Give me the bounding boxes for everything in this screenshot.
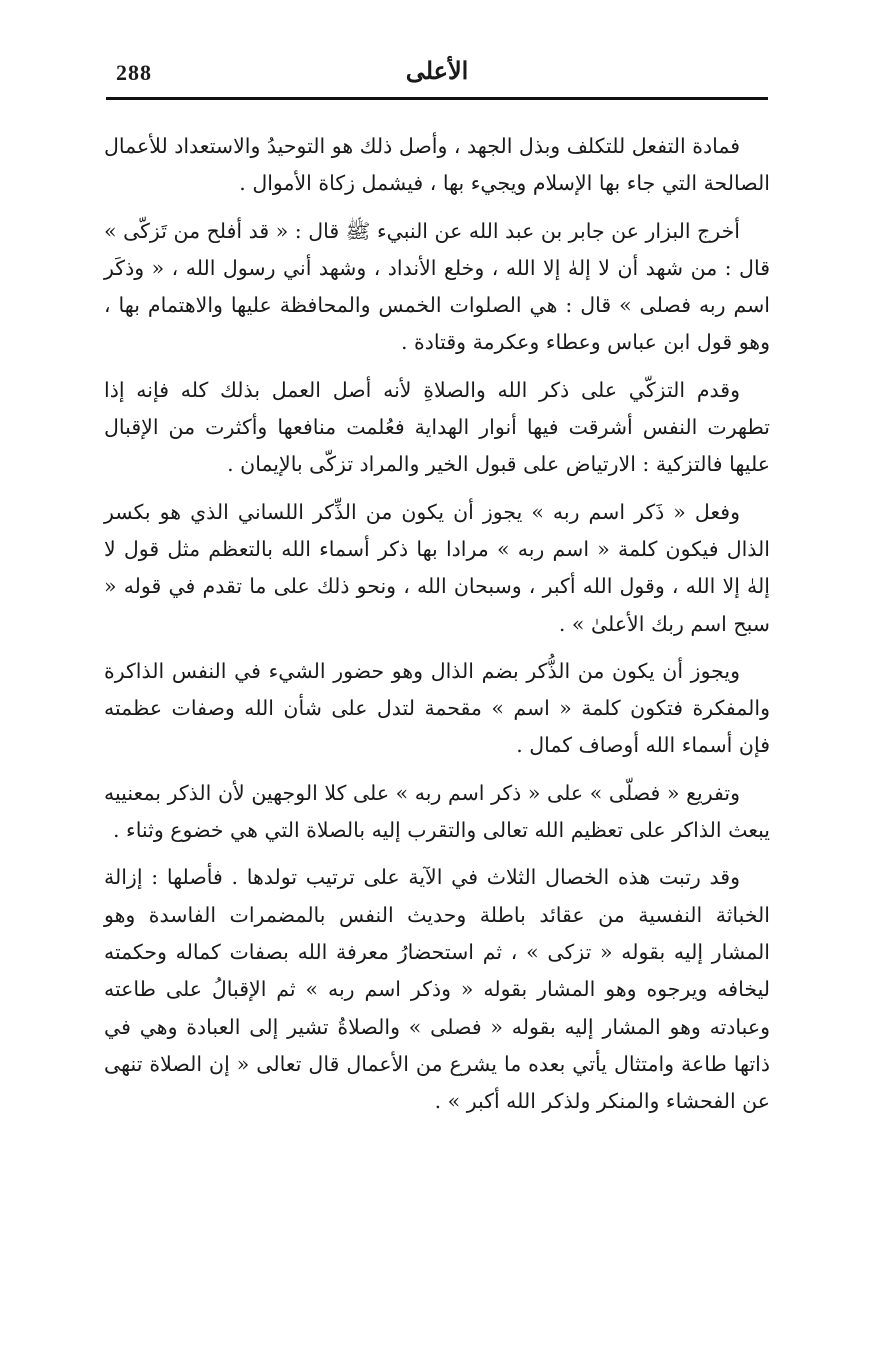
paragraph-2: أخرج البزار عن جابر بن عبد الله عن النبيء ﷺ قال : « قد أفلح من تَزكّى » قال : من شهد أن لا إلهٰ إلا الله ، وخلع الأنداد ، وشهد أني رسول الله ، « وذكَر اسم ربه فصلى » قال : هي الصلوات الخمس والمحافظة عليها والاهتمام بها ، وهو قول ابن عباس وعطاء وعكرمة وقتادة .	[104, 218, 770, 355]
paragraph-5: ويجوز أن يكون من الذُّكر بضم الذال وهو حضور الشيء في النفس الذاكرة والمفكرة فتكون كلمة « اسم » مقحمة لتدل على شأن الله وصفات عظمته فإن أسماء الله أوصاف كمال .	[104, 658, 770, 758]
page-header	[106, 52, 768, 96]
paragraph-7: وقد رتبت هذه الخصال الثلاث في الآية على ترتيب تولدها . فأصلها : إزالة الخباثة النفسية من عقائد باطلة وحديث النفس بالمضمرات الفاسدة وهو المشار إليه بقوله « تزكى » ، ثم استحضارُ معرفة الله بصفات كماله وحكمته ليخافه ويرجوه وهو المشار بقوله « وذكر اسم ربه » ثم الإقبالُ على طاعته وعبادته وهو المشار إليه بقوله « فصلى » والصلاةُ تشير إلى العبادة وهي في ذاتها طاعة وامتثال يأتي بعده ما يشرع من الأعمال قال تعالى « إن الصلاة تنهى عن الفحشاء والمنكر ولذكر الله أكبر » .	[104, 865, 770, 1114]
paragraph-4: وفعل « ذَكر اسم ربه » يجوز أن يكون من الذِّكر اللساني الذي هو بكسر الذال فيكون كلمة « اسم ربه » مرادا بها ذكر أسماء الله بالتعظم مثل قول لا إلهٰ إلا الله ، وقول الله أكبر ، وسبحان الله ، ونحو ذلك على ما تقدم في قوله « سبح اسم ربك الأعلىٰ » .	[104, 499, 770, 636]
header-rule	[106, 97, 768, 100]
paragraph-1: فمادة التفعل للتكلف وبذل الجهد ، وأصل ذلك هو التوحيدُ والاستعداد للأعمال الصالحة التي جاء بها الإسلام ويجيء بها ، فيشمل زكاة الأموال .	[104, 134, 770, 196]
page-number: 288	[116, 60, 152, 85]
paragraph-3: وقدم التزكّي على ذكر الله والصلاةِ لأنه أصل العمل بذلك كله فإنه إذا تطهرت النفس أشرقت فيها أنوار الهداية فعُلمت منافعها وأكثرت من الإقبال عليها فالتزكية : الارتياض على قبول الخير والمراد تزكّى بالإيمان .	[104, 377, 770, 477]
body-text	[104, 128, 770, 1130]
paragraph-6: وتفريع « فصلّى » على « ذكر اسم ربه » على كلا الوجهين لأن الذكر بمعنييه يبعث الذاكر على تعظيم الله تعالى والتقرب إليه بالصلاة التي هي خضوع وثناء .	[104, 780, 770, 843]
running-title: الأعلى	[405, 56, 469, 85]
